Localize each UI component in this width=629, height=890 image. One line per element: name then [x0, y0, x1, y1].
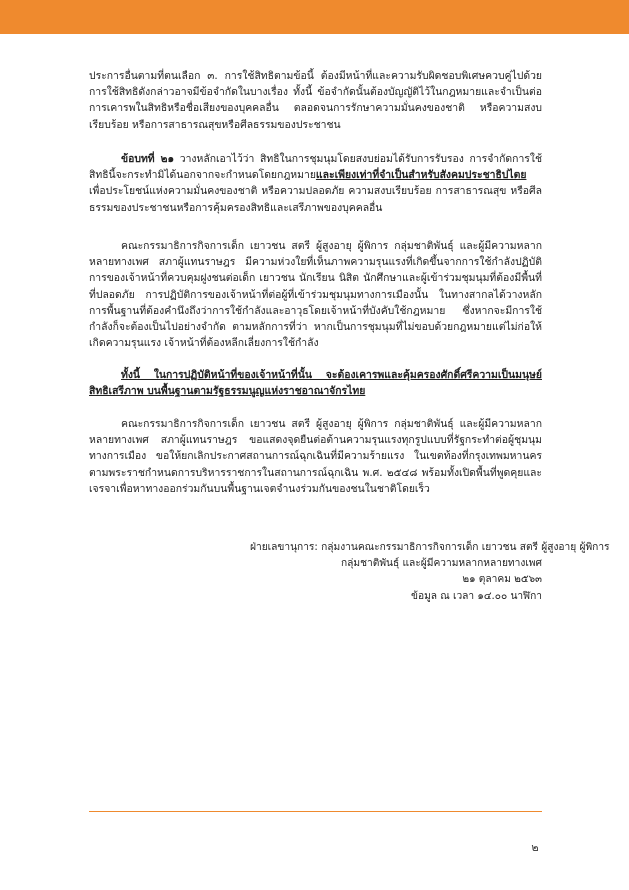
p4-run-0: ทั้งนี้ ในการปฏิบัติหน้าที่ของเจ้าหน้าที่นั้น จะต้องเคารพและคุ้มครองศักดิ์ศรีความเป็นมนุษย์ สิทธิเสรีภาพ บนพื้นฐานตามรัฐธรรมนูญแห่งราชอาณาจักรไทย	[89, 369, 542, 398]
issue-date: ๒๑ ตุลาคม ๒๕๖๓	[462, 574, 542, 586]
paragraph-committee-concern	[89, 238, 542, 351]
header-accent-bar	[0, 0, 629, 34]
p2-run-1: วางหลักเอาไว้ว่า สิทธิในการชุมนุมโดยสงบย่อมได้รับการรับรอง การจำกัดการใช้สิทธินี้จะกระทำมิได้นอกจากจะกำหนดโดยกฎหมาย	[89, 153, 543, 182]
p5-run-0: คณะกรรมาธิการกิจการเด็ก เยาวชน สตรี ผู้สูงอายุ ผู้พิการ กลุ่มชาติพันธุ์ และผู้มีความหลากหลายทางเพศ สภาผู้แทนราษฎร ขอแสดงจุดยืนต่อต้านความรุนแรงทุกรูปแบบที่รัฐกระทำต่อผู้ชุมนุมทางการเมือง ขอให้ยกเลิกประกาศสถานการณ์ฉุกเฉินที่มีความร้ายแรง ในเขตท้องที่กรุงเทพมหานคร ตามพระราชกำหนดการบริหารราชการในสถานการณ์ฉุกเฉิน พ.ศ. ๒๕๔๘ พร้อมทั้งเปิดพื้นที่พูดคุยและเจรจาเพื่อหาทางออกร่วมกันบนพื้นฐานเจตจำนงร่วมกันของชนในชาติโดยเร็ว	[89, 418, 542, 495]
paragraph-committee-position	[89, 416, 542, 497]
footer-rule	[89, 811, 542, 812]
page-number: ๒	[531, 841, 539, 854]
p1-run-0: ประการอื่นตามที่ตนเลือก ๓. การใช้สิทธิตามข้อนี้ ต้องมีหน้าที่และความรับผิดชอบพิเศษควบคู่ไปด้วย การใช้สิทธิดังกล่าวอาจมีข้อจำกัดในบางเรื่อง ทั้งนี้ ข้อจำกัดนั้นต้องบัญญัติไว้ในกฎหมายและจำเป็นต่อการเคารพในสิทธิหรือชื่อเสียงของบุคคลอื่น ตลอดจนการรักษาความมั่นคงของชาติ หรือความสงบเรียบร้อย หรือการสาธารณสุขหรือศีลธรรมของประชาชน	[89, 70, 542, 131]
paragraph-dignity-emphasis	[89, 367, 542, 399]
p3-run-0: คณะกรรมาธิการกิจการเด็ก เยาวชน สตรี ผู้สูงอายุ ผู้พิการ กลุ่มชาติพันธุ์ และผู้มีความหลากหลายทางเพศ สภาผู้แทนราษฎร มีความห่วงใยที่เห็นภาพความรุนแรงที่เกิดขึ้นจากการใช้กำลังปฏิบัติการของเจ้าหน้าที่ควบคุมฝูงชนต่อเด็ก เยาวชน นักเรียน นิสิต นักศึกษาและผู้เข้าร่วมชุมนุมที่ต้องมีพื้นที่ที่ปลอดภัย การปฏิบัติการของเจ้าหน้าที่ต่อผู้ที่เข้าร่วมชุมนุมทางการเมืองนั้น ในทางสากลได้วางหลักการพื้นฐานที่ต้องคำนึงถึงว่าการใช้กำลังและอาวุธโดยเจ้าหน้าที่บังคับใช้กฎหมาย ซึ่งหากจะมีการใช้กำลังก็จะต้องเป็นไปอย่างจำกัด ตามหลักการที่ว่า หากเป็นการชุมนุมที่ไม่ขอบด้วยกฎหมายแต่ไม่ก่อให้เกิดความรุนแรง เจ้าหน้าที่ต้องหลีกเลี่ยงการใช้กำลัง	[89, 240, 542, 350]
p2-run-0: ข้อบทที่ ๒๑	[121, 153, 175, 165]
secretariat-line-2: กลุ่มชาติพันธุ์ และผู้มีความหลากหลายทางเพศ	[340, 558, 542, 570]
signature-block	[250, 540, 610, 605]
issue-time: ข้อมูล ณ เวลา ๑๔.๐๐ นาฬิกา	[411, 590, 542, 602]
secretariat-line: ฝ่ายเลขานุการ: กลุ่มงานคณะกรรมาธิการกิจการเด็ก เยาวชน สตรี ผู้สูงอายุ ผู้พิการ	[250, 542, 610, 553]
p2-run-3: เพื่อประโยชน์แห่งความมั่นคงของชาติ หรือความปลอดภัย ความสงบเรียบร้อย การสาธารณสุข หรือศีลธรรมของประชาชนหรือการคุ้มครองสิทธิและเสรีภาพของบุคคลอื่น	[89, 185, 542, 214]
paragraph-article-21	[89, 151, 542, 216]
paragraph-right-limits	[89, 68, 542, 133]
p2-run-2: และเพียงเท่าที่จำเป็นสำหรับสังคมประชาธิปไตย	[315, 169, 527, 182]
